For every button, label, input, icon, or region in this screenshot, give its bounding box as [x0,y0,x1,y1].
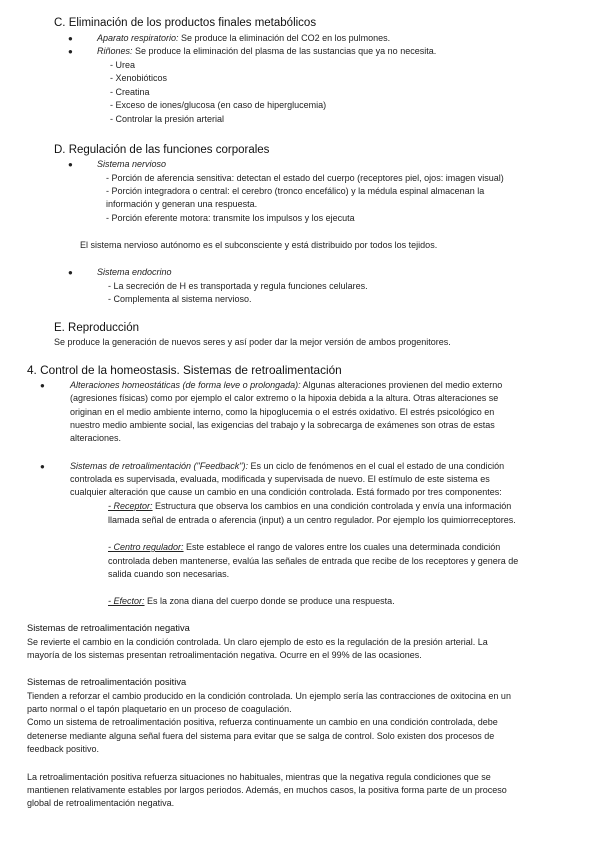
centro-line: salida cuando son necesarias. [108,569,230,579]
bullet-dot: ● [68,47,73,56]
c-item2-label: Riñones: [97,46,133,56]
section-d-title: D. Regulación de las funciones corporales [54,144,270,156]
bullet-dot: ● [68,34,73,43]
receptor-label: - Receptor: [108,501,153,511]
positive-line: Tienden a reforzar el cambio producido en la condición controlada. Un ejemplo sería las contracciones de oxitocina en un [27,691,511,701]
centro-line: Este establece el rango de valores entre los cuales una determinada condición [183,542,501,552]
c-subitem: - Urea [110,60,136,70]
centro-line: controlada deben mantenerse, evalúa las señales de entrada que recibe de los receptores y genera de [108,556,519,566]
positive-line: feedback positivo. [27,744,100,754]
efector-def [108,595,395,608]
c-subitem: - Xenobióticos [110,73,168,83]
bullet-dot: ● [68,268,73,277]
c-item1-text: Se produce la eliminación del CO2 en los pulmones. [178,33,391,43]
s4-b1-line: nuestro medio ambiente social, las exigencias del trabajo y la sobrecarga de exámenes son otras de estas [70,420,495,430]
positive-title: Sistemas de retroalimentación positiva [27,677,187,687]
c-item-respiratory [97,32,390,45]
section-e-title: E. Reproducción [54,322,140,334]
receptor-def [108,500,578,513]
s4-b2-line: cualquier alteración que cause un cambio en una condición controlada. Está formado por tres componentes: [70,487,502,497]
closing-line: La retroalimentación positiva refuerza situaciones no habituales, mientras que la negativa regula condiciones que se [27,772,491,782]
s4-b2-line: Es un ciclo de fenómenos en el cual el estado de una condición [247,461,505,471]
s4-bullet2 [70,460,570,473]
receptor-line: Estructura que observa los cambios en una condición controlada y envía una información [152,501,512,511]
efector-text: Es la zona diana del cuerpo donde se produce una respuesta. [144,596,395,606]
s4-b1-line: (agresiones físicas) como por ejemplo el calor extremo o la hipoxia debida a la altura. Otras alteraciones se [70,393,499,403]
bullet-dot: ● [68,160,73,169]
c-subitem: - Creatina [110,87,150,97]
section-4-title: 4. Control de la homeostasis. Sistemas de retroalimentación [27,363,342,377]
negative-title: Sistemas de retroalimentación negativa [27,623,190,633]
d-endocrine-item: - La secreción de H es transportada y regula funciones celulares. [108,281,368,291]
s4-b1-line: Algunas alteraciones provienen del medio externo [300,380,503,390]
s4-b1-line: originan en el medio ambiente interno, como la hipoglucemia o el estrés oxidativo. El estrés psicológico en [70,407,495,417]
d-autonomic-note: El sistema nervioso autónomo es el subconsciente y está distribuido por todos los tejidos. [80,240,438,250]
negative-line: Se revierte el cambio en la condición controlada. Un claro ejemplo de esto es la regulación de la presión arterial. La [27,637,488,647]
c-subitem: - Exceso de iones/glucosa (en caso de hiperglucemia) [110,100,327,110]
s4-b1-line: alteraciones. [70,433,122,443]
centro-def [108,541,578,554]
d-endocrine-item: - Complementa al sistema nervioso. [108,294,252,304]
s4-b1-label: Alteraciones homeostáticas (de forma leve o prolongada): [70,380,301,390]
section-e-text: Se produce la generación de nuevos seres y así poder dar la mejor versión de ambos progenitores. [54,337,451,347]
closing-line: mantienen relativamente estables por largos periodos. Además, en muchos casos, la positiva forma parte de un proceso [27,785,507,795]
s4-b2-label: Sistemas de retroalimentación ("Feedback"): [70,461,248,471]
d-nervous-item: - Porción integradora o central: el cerebro (tronco encefálico) y la médula espinal almacenan la [106,186,485,196]
section-c-title: C. Eliminación de los productos finales metabólicos [54,17,317,29]
efector-label: - Efector: [108,596,145,606]
s4-bullet1 [70,379,570,392]
c-item2-text: Se produce la eliminación del plasma de las sustancias que ya no necesita. [132,46,437,56]
s4-b2-line: controlada es supervisada, evaluada, modificada y supervisada de nuevo. El estímulo de este sistema es [70,474,490,484]
receptor-line: llamada señal de entrada o aferencia (input) a un centro regulador. Por ejemplo los quimiorreceptores. [108,515,516,525]
positive-line: Como un sistema de retroalimentación positiva, refuerza continuamente un cambio en una condición controlada, debe [27,717,498,727]
d-nervous-label: Sistema nervioso [97,159,167,169]
d-nervous-item: - Porción de aferencia sensitiva: detectan el estado del cuerpo (receptores piel, ojos: imagen visual) [106,173,504,183]
bullet-dot: ● [40,381,45,390]
positive-line: parto normal o el tapón plaquetario en un proceso de coagulación. [27,704,292,714]
c-item-kidneys [97,45,436,58]
c-item1-label: Aparato respiratorio: [97,33,179,43]
d-endocrine-label: Sistema endocrino [97,267,172,277]
d-nervous-item: - Porción eferente motora: transmite los impulsos y los ejecuta [106,213,355,223]
c-subitem: - Controlar la presión arterial [110,114,225,124]
positive-line: detenerse mediante alguna señal fuera del sistema para evitar que se salga de control. Solo existen dos procesos de [27,731,495,741]
negative-line: mayoría de los sistemas presentan retroalimentación negativa. Ocurre en el 99% de las ocasiones. [27,650,422,660]
bullet-dot: ● [40,462,45,471]
centro-label: - Centro regulador: [108,542,184,552]
closing-line: global de retroalimentación negativa. [27,798,175,808]
d-nervous-item: información y generan una respuesta. [106,199,258,209]
